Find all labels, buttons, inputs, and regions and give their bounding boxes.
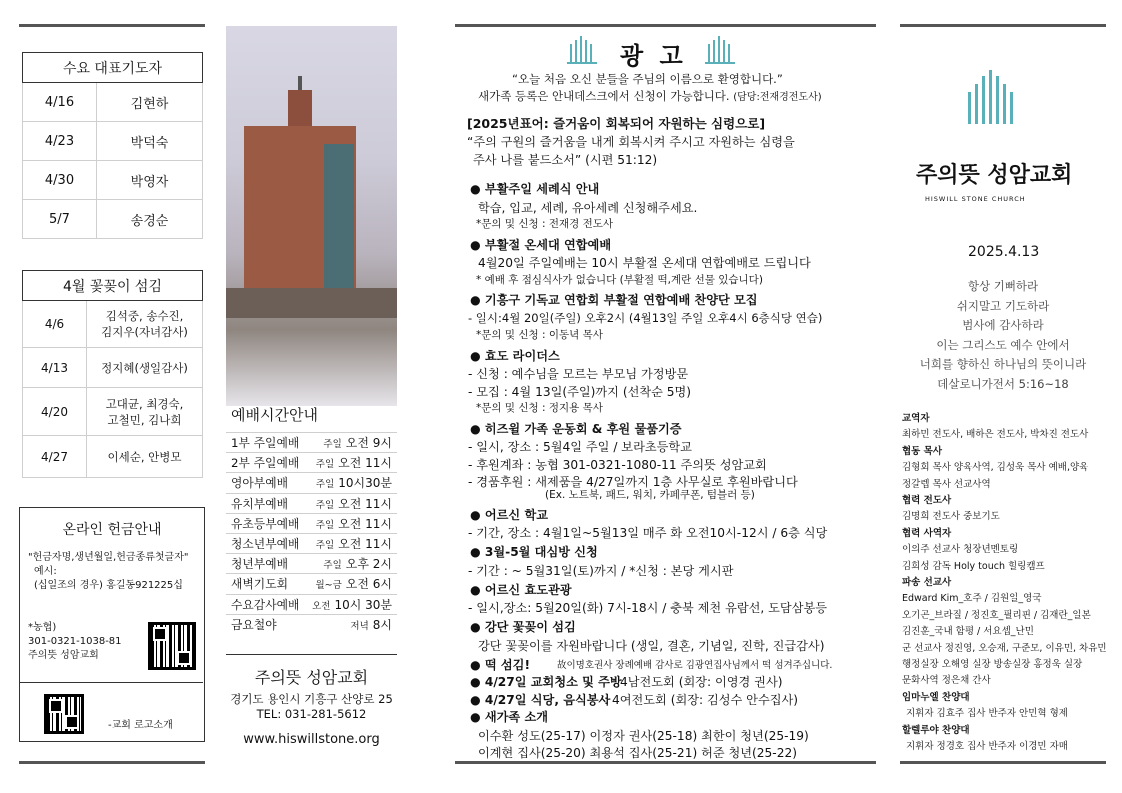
table-row xyxy=(226,513,397,533)
staff-heading: 할렐루야 찬양대 xyxy=(902,724,970,736)
notice-line: (Ex. 노트북, 패드, 워치, 카페쿠폰, 텀블러 등) xyxy=(545,488,755,501)
church-tel: TEL: 031-281-5612 xyxy=(256,707,367,721)
wednesday-title: 수요 대표기도자 xyxy=(23,53,203,83)
notice-line: - 일시,장소: 5월20일(화) 7시-18시 / 충북 제천 유람선, 도담삼봉등 xyxy=(468,601,828,615)
notice-line: - 일시:4월 20일(주일) 오후2시 (4월13일 주일 오후4시 6층식당 연습) xyxy=(468,310,823,325)
service-time xyxy=(303,493,397,513)
service-name: 청소년부예배 xyxy=(226,533,303,553)
staff-line: 이의주 선교사 청장년멘토링 xyxy=(902,544,1019,556)
service-name: 1부 주일예배 xyxy=(226,433,303,453)
verse-line: “주의 구원의 즐거움을 내게 회복시켜 주시고 자원하는 심령을 xyxy=(467,135,795,149)
name-line: 고철민, 김나희 xyxy=(107,412,182,427)
table-row xyxy=(226,433,397,453)
table-row xyxy=(23,348,203,388)
service-hour: 8시 xyxy=(372,618,392,633)
service-name: 새벽기도회 xyxy=(226,574,303,594)
cover-english-name: HISWILL STONE CHURCH xyxy=(925,195,1026,203)
pillar-icon xyxy=(567,36,597,64)
church-building-photo xyxy=(226,26,397,406)
service-name: 금요철야 xyxy=(226,614,303,634)
cover-verse-line: 데살로니가전서 5:16~18 xyxy=(937,376,1069,391)
divider xyxy=(20,682,203,683)
date-cell: 5/7 xyxy=(23,200,97,239)
pillar-icon xyxy=(705,36,735,64)
notice-title: 광 고 xyxy=(620,42,687,70)
service-hour: 오전 11시 xyxy=(338,456,392,471)
motto: [2025년표어: 즐거움이 회복되어 자원하는 심령으로] xyxy=(467,116,766,131)
service-name: 유초등부예배 xyxy=(226,513,303,533)
notice-heading: ● 효도 라이더스 xyxy=(470,348,560,363)
table-row xyxy=(226,473,397,493)
date-cell: 4/6 xyxy=(23,301,87,348)
table-row xyxy=(226,453,397,473)
cover-church-name: 주의뜻 성암교회 xyxy=(916,163,1073,188)
name-line: 김석중, 송수진, xyxy=(105,309,184,323)
service-day: 주일 xyxy=(315,519,335,531)
notice-line: 강단 꽃꽂이를 자원바랍니다 (생일, 결혼, 기념일, 진학, 진급감사) xyxy=(478,638,825,653)
notice-heading: ● 어르신 학교 xyxy=(470,507,548,522)
staff-line: 행정실장 오해영 실장 방송실장 홍정욱 실장 xyxy=(902,659,1083,670)
notice-line: : 4여전도회 (회장: 김성수 안수집사) xyxy=(604,692,799,707)
cover-verse-line: 이는 그리스도 예수 안에서 xyxy=(936,337,1070,352)
notice-line: 故이명호권사 장례예배 감사로 김광연집사님께서 떡 섬겨주십니다. xyxy=(557,659,833,671)
cover-verse-line: 너희를 향하신 하나님의 뜻이니라 xyxy=(919,357,1087,371)
flower-table xyxy=(22,270,203,478)
table-row xyxy=(23,388,203,436)
notice-line: 이수환 성도(25-17) 이정자 권사(25-18) 최한이 청년(25-19) xyxy=(478,728,809,743)
notice-line: *문의 및 신청 : 이동녁 목사 xyxy=(476,329,603,341)
notice-line: *문의 및 신청 : 정지용 목사 xyxy=(476,402,603,414)
name-cell: 박덕숙 xyxy=(97,122,203,161)
table-row xyxy=(23,200,203,239)
welcome-line: “오늘 처음 오신 분들을 주님의 이름으로 환영합니다.” xyxy=(512,72,783,86)
notice-line: - 모집 : 4월 13일(주일)까지 (선착순 5명) xyxy=(468,384,692,399)
service-day: 주일 xyxy=(315,499,335,511)
service-time xyxy=(303,473,397,493)
table-row xyxy=(226,493,397,513)
service-day: 저녁 xyxy=(350,621,369,633)
service-time xyxy=(303,453,397,473)
offering-example-label: 예시: xyxy=(34,566,57,577)
staff-line: 김명희 전도사 중보기도 xyxy=(902,511,1000,523)
staff-line: 김진훈_국내 함평 / 서요셉_난민 xyxy=(902,626,1034,638)
table-row xyxy=(226,554,397,574)
notice-heading: ● 부활주일 세례식 안내 xyxy=(470,182,600,196)
name-cell: 김현하 xyxy=(97,83,203,122)
notice-heading: ● 히즈윌 가족 운동회 & 후원 물품기증 xyxy=(470,421,682,436)
church-name: 주의뜻 성암교회 xyxy=(254,668,369,687)
church-info-box xyxy=(226,654,397,762)
staff-line: 김형회 목사 양육사역, 김성욱 목사 예배,양육 xyxy=(902,462,1089,474)
table-row xyxy=(226,533,397,553)
notice-line: - 기간, 장소 : 4월1일~5월13일 매주 화 오전10시-12시 / 6층 식당 xyxy=(468,526,828,540)
notice-line: - 일시, 장소 : 5월4일 주일 / 보라초등학교 xyxy=(468,440,692,454)
service-hour: 오전 11시 xyxy=(338,516,392,531)
name-cell: 이세순, 안병모 xyxy=(87,436,203,478)
service-time xyxy=(303,594,397,614)
staff-heading: 협력 전도사 xyxy=(902,495,952,506)
welcome-register-text: 새가족 등록은 안내데스크에서 신청이 가능합니다. xyxy=(478,89,730,103)
offering-example: (십일조의 경우) 홍길동921225십 xyxy=(34,580,183,591)
offering-format: "헌금자명,생년월일,헌금종류첫글자" xyxy=(28,552,189,563)
name-line: 김지우(자녀감사) xyxy=(101,325,188,339)
service-day: 주일 xyxy=(323,439,342,451)
notice-line: : 4남전도회 (회장: 이영경 권사) xyxy=(612,675,783,689)
table-row xyxy=(23,161,203,200)
notice-heading: ● 강단 꽃꽂이 섬김 xyxy=(470,620,576,634)
date-cell: 4/23 xyxy=(23,122,97,161)
cover-verse-line: 범사에 감사하라 xyxy=(962,318,1044,332)
service-time xyxy=(303,513,397,533)
notice-line: * 예배 후 점심식사가 없습니다 (부활절 떡,계란 선물 있습니다) xyxy=(476,273,763,286)
service-time xyxy=(303,433,397,453)
service-hour: 10시 30분 xyxy=(334,597,392,612)
staff-line: 오기곤_브라질 / 정진호_필리핀 / 김재란_일본 xyxy=(902,609,1091,621)
table-row xyxy=(23,83,203,122)
notice-line: 4월20일 주일예배는 10시 부활절 온세대 연합예배로 드립니다 xyxy=(478,256,811,270)
church-website-link[interactable]: www.hiswillstone.org xyxy=(243,732,380,747)
date-cell: 4/27 xyxy=(23,436,87,478)
service-name: 유치부예배 xyxy=(226,493,303,513)
notice-line: - 경품후원 : 새제품을 4/27일까지 1층 사무실로 후원바랍니다 xyxy=(468,475,798,489)
welcome-register xyxy=(478,88,822,104)
service-name: 2부 주일예배 xyxy=(226,453,303,473)
date-cell: 4/20 xyxy=(23,388,87,436)
flower-title: 4월 꽃꽂이 섬김 xyxy=(23,271,203,301)
offering-title: 온라인 헌금안내 xyxy=(62,522,162,538)
staff-line: 지휘자 정경호 집사 반주자 이경민 자매 xyxy=(906,741,1068,752)
name-cell: 정지혜(생일감사) xyxy=(87,348,203,388)
table-row xyxy=(23,122,203,161)
staff-line: 지휘자 김효주 집사 반주자 안민혁 형제 xyxy=(906,708,1068,720)
service-name: 영아부예배 xyxy=(226,473,303,493)
service-day: 오전 xyxy=(312,600,331,612)
staff-heading: 임마누엘 찬양대 xyxy=(902,691,970,703)
service-time xyxy=(303,554,397,574)
service-table xyxy=(226,432,397,634)
staff-line: 문화사역 정은채 간사 xyxy=(902,675,991,687)
service-hour: 10시30분 xyxy=(338,476,392,491)
table-row xyxy=(226,574,397,594)
offering-qr-icon[interactable] xyxy=(148,622,196,670)
notice-line: - 신청 : 예수님을 모르는 부모님 가정방문 xyxy=(468,367,689,381)
service-day: 주일 xyxy=(315,540,335,552)
staff-heading: 교역자 xyxy=(902,413,930,424)
service-name: 수요감사예배 xyxy=(226,594,303,614)
service-name: 청년부예배 xyxy=(226,554,303,574)
table-row xyxy=(226,594,397,614)
staff-line: Edward Kim_호주 / 김원일_영국 xyxy=(902,593,1042,605)
service-time xyxy=(303,614,397,634)
service-day: 월~금 xyxy=(315,580,342,592)
cover-verse-line: 쉬지말고 기도하라 xyxy=(956,298,1050,313)
notice-heading: ● 새가족 소개 xyxy=(470,710,548,724)
service-hour: 오전 11시 xyxy=(338,496,392,511)
offering-bank: *농협) xyxy=(28,622,57,633)
service-day: 주일 xyxy=(323,560,342,572)
logo-qr-icon[interactable] xyxy=(44,694,84,734)
date-cell: 4/13 xyxy=(23,348,87,388)
table-row xyxy=(23,301,203,348)
staff-heading: 협동 목사 xyxy=(902,445,943,457)
church-logo-icon xyxy=(966,70,1018,126)
staff-line: 정갈렙 목사 선교사역 xyxy=(902,478,991,490)
name-cell xyxy=(87,301,203,348)
name-cell: 송경순 xyxy=(97,200,203,239)
notice-heading: ● 기흥구 기독교 연합회 부활절 연합예배 찬양단 모집 xyxy=(470,293,758,307)
street-shape xyxy=(226,288,397,318)
staff-heading: 파송 선교사 xyxy=(902,577,952,588)
offering-account: 301-0321-1038-81 xyxy=(28,636,122,647)
notice-line: 학습, 입교, 세례, 유아세례 신청해주세요. xyxy=(478,200,698,215)
service-hour: 오전 9시 xyxy=(345,436,392,451)
notice-heading: ● 부활절 온세대 연합예배 xyxy=(470,237,612,252)
service-hour: 오후 2시 xyxy=(345,557,392,572)
welcome-contact: (담당:전재경전도사) xyxy=(733,92,822,103)
staff-heading: 협력 사역자 xyxy=(902,527,952,539)
table-row xyxy=(226,614,397,634)
date-cell: 4/16 xyxy=(23,83,97,122)
notice-heading: ● 4/27일 교회청소 및 주방 xyxy=(470,675,622,689)
notice-line: *문의 및 신청 : 전재경 전도사 xyxy=(476,218,614,230)
staff-line: 군 선교사 정진영, 오승재, 구준모, 이유민, 차유민 xyxy=(902,642,1107,654)
service-time xyxy=(303,574,397,594)
offering-holder: 주의뜻 성암교회 xyxy=(28,650,99,661)
staff-line: 최하민 전도사, 배하은 전도사, 박차진 전도사 xyxy=(902,429,1089,441)
date-cell: 4/30 xyxy=(23,161,97,200)
online-offering-box xyxy=(19,507,205,742)
cover-date: 2025.4.13 xyxy=(968,244,1040,260)
notice-line: - 기간 : ~ 5월31일(토)까지 / *신청 : 본당 게시판 xyxy=(468,563,734,578)
notice-heading: ● 4/27일 식당, 음식봉사 xyxy=(470,692,611,707)
spire-shape xyxy=(288,90,312,130)
church-address: 경기도 용인시 기흥구 산양로 25 xyxy=(230,692,393,706)
notice-line: - 후원계좌 : 농협 301-0321-1080-11 주의뜻 성암교회 xyxy=(468,457,767,472)
notice-heading: ● 3월-5월 대심방 신청 xyxy=(470,545,598,559)
logo-intro-label: -교회 로고소개 xyxy=(108,720,173,731)
notice-heading: ● 떡 섬김! xyxy=(470,657,530,672)
name-cell: 박영자 xyxy=(97,161,203,200)
cover-verse-line: 항상 기뻐하라 xyxy=(967,279,1039,293)
wednesday-prayer-table xyxy=(22,52,203,239)
notice-line: 이계현 집사(25-20) 최용석 집사(25-21) 허준 청년(25-22) xyxy=(478,746,797,760)
service-day: 주일 xyxy=(315,459,335,471)
service-day: 주일 xyxy=(315,479,335,491)
service-hour: 오전 11시 xyxy=(338,537,392,552)
notice-heading: ● 어르신 효도관광 xyxy=(470,582,572,597)
name-line: 고대균, 최경숙, xyxy=(105,396,184,411)
staff-line: 김희성 감독 Holy touch 힐링캠프 xyxy=(902,560,1045,572)
name-cell xyxy=(87,388,203,436)
service-hour: 오전 6시 xyxy=(345,577,392,592)
service-time xyxy=(303,533,397,553)
table-row xyxy=(23,436,203,478)
service-title: 예배시간안내 xyxy=(231,406,318,424)
verse-line: 주사 나를 붙드소서” (시편 51:12) xyxy=(473,153,658,167)
